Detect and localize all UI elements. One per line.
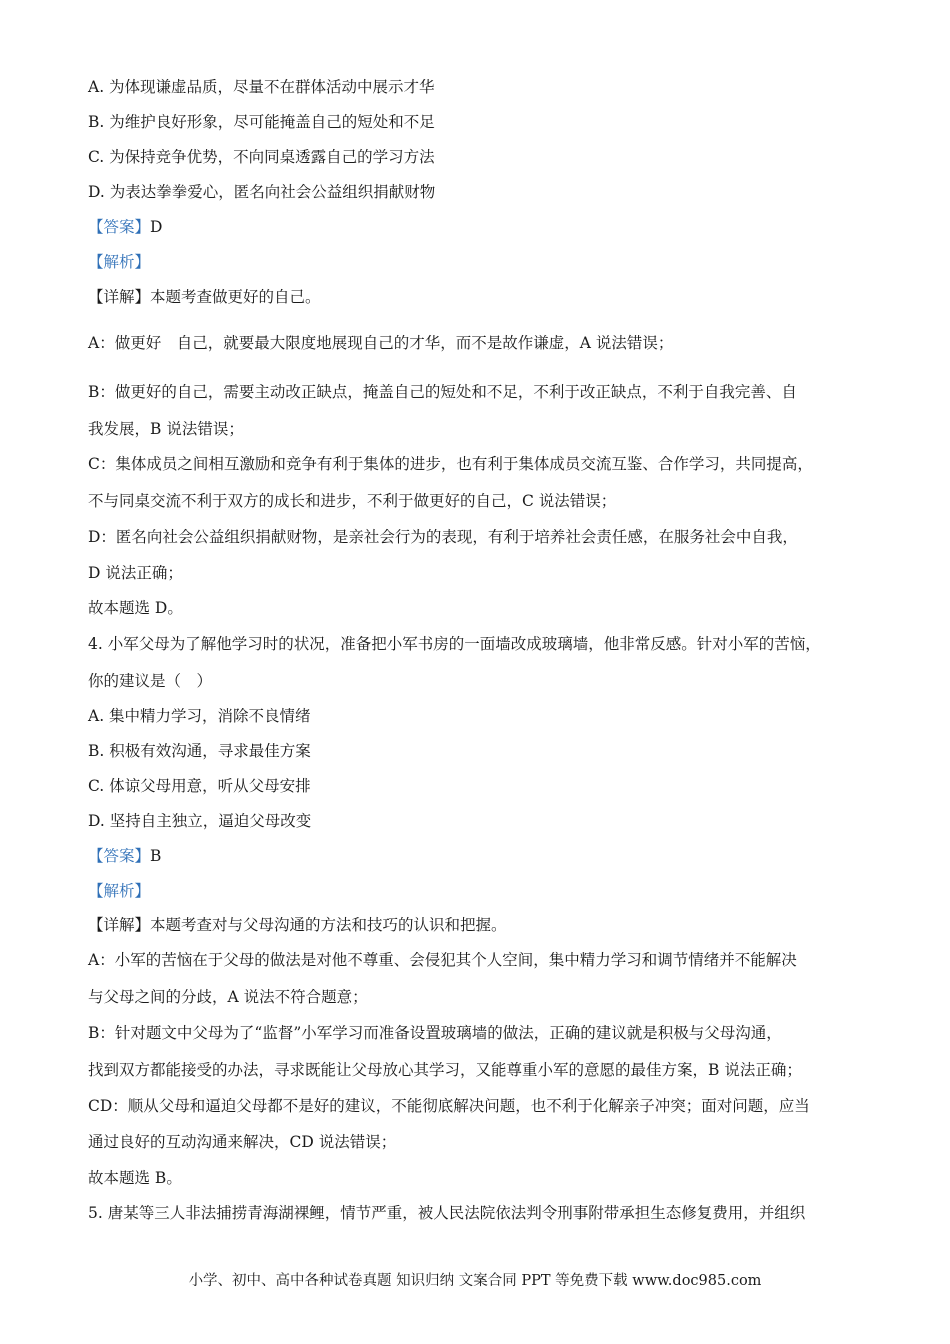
q3-explanation-line: B：做更好的自己，需要主动改正缺点，掩盖自己的短处和不足，不利于改正缺点，不利于自我完善、自 — [88, 383, 797, 401]
q3-analysis-tag: 【解析】 — [88, 253, 151, 271]
q4-explanation-line: 找到双方都能接受的办法，寻求既能让父母放心其学习，又能尊重小军的意愿的最佳方案，B 说法正确； — [88, 1061, 802, 1079]
answer-value: D — [150, 218, 163, 236]
q3-option-c: C. 为保持竞争优势，不向同桌透露自己的学习方法 — [88, 148, 435, 166]
q4-conclusion: 故本题选 B。 — [88, 1169, 182, 1187]
q4-stem-line: 你的建议是（ ） — [88, 672, 213, 690]
q4-explanation-line: B：针对题文中父母为了“监督”小军学习而准备设置玻璃墙的做法，正确的建议就是积极与父母沟通， — [88, 1024, 782, 1042]
q4-option-c: C. 体谅父母用意，听从父母安排 — [88, 777, 311, 795]
q4-stem-line: 4. 小军父母为了解他学习时的状况，准备把小军书房的一面墙改成玻璃墙，他非常反感。针对小军的苦恼， — [88, 635, 821, 653]
q3-answer — [88, 217, 162, 237]
q4-detail: 【详解】本题考查对与父母沟通的方法和技巧的认识和把握。 — [88, 916, 507, 934]
q3-option-b: B. 为维护良好形象，尽可能掩盖自己的短处和不足 — [88, 113, 435, 131]
q3-option-d: D. 为表达拳拳爱心，匿名向社会公益组织捐献财物 — [88, 183, 436, 201]
answer-tag: 【答案】 — [88, 218, 151, 236]
q4-explanation-line: 通过良好的互动沟通来解决，CD 说法错误； — [88, 1133, 397, 1151]
q4-answer — [88, 846, 161, 866]
q3-detail: 【详解】本题考查做更好的自己。 — [88, 288, 321, 306]
answer-tag: 【答案】 — [88, 847, 151, 865]
q3-explanation-line: D：匿名向社会公益组织捐献财物，是亲社会行为的表现，有利于培养社会责任感，在服务社会中自我， — [88, 528, 798, 546]
q3-explanation-line: C：集体成员之间相互激励和竞争有利于集体的进步，也有利于集体成员交流互鉴、合作学习，共同提高， — [88, 455, 813, 473]
q4-option-a: A. 集中精力学习，消除不良情绪 — [88, 707, 311, 725]
q3-explanation-line: 不与同桌交流不利于双方的成长和进步，不利于做更好的自己，C 说法错误； — [88, 492, 617, 510]
q4-option-d: D. 坚持自主独立，逼迫父母改变 — [88, 812, 312, 830]
q3-explanation-line: D 说法正确； — [88, 564, 183, 582]
q3-option-a: A. 为体现谦虚品质，尽量不在群体活动中展示才华 — [88, 78, 435, 96]
q4-analysis-tag: 【解析】 — [88, 882, 151, 900]
q4-explanation-line: A：小军的苦恼在于父母的做法是对他不尊重、会侵犯其个人空间，集中精力学习和调节情绪并不能解决 — [88, 951, 797, 969]
q5-stem-line: 5. 唐某等三人非法捕捞青海湖裸鲤，情节严重，被人民法院依法判令刑事附带承担生态修复费用，并组织 — [88, 1204, 806, 1222]
q4-explanation-line: 与父母之间的分歧，A 说法不符合题意； — [88, 988, 368, 1006]
page-footer: 小学、初中、高中各种试卷真题 知识归纳 文案合同 PPT 等免费下载 www.doc985.com — [188, 1273, 762, 1289]
q4-explanation-line: CD：顺从父母和逼迫父母都不是好的建议，不能彻底解决问题，也不利于化解亲子冲突；面对问题，应当 — [88, 1097, 810, 1115]
q3-explanation-line: A：做更好 自己，就要最大限度地展现自己的才华，而不是故作谦虚，A 说法错误； — [88, 334, 674, 352]
q4-option-b: B. 积极有效沟通，寻求最佳方案 — [88, 742, 311, 760]
q3-explanation-line: 我发展，B 说法错误； — [88, 420, 244, 438]
q3-conclusion: 故本题选 D。 — [88, 599, 183, 617]
answer-value: B — [150, 847, 162, 865]
